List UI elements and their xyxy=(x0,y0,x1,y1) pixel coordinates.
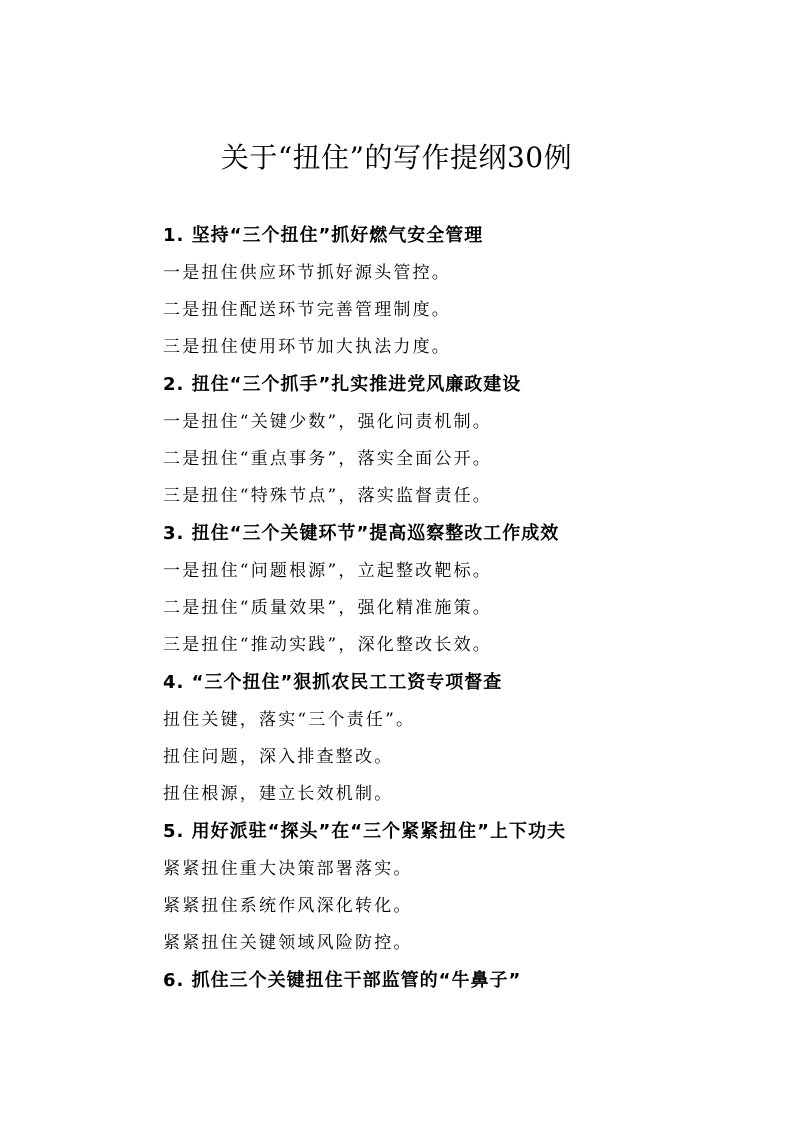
list-item: 三是扭住“推动实践”，深化整改长效。 xyxy=(163,635,492,655)
section-4 xyxy=(163,664,763,813)
document-body xyxy=(163,217,763,1000)
list-item: 三是扭住使用环节加大执法力度。 xyxy=(163,337,451,357)
section-heading: 4. “三个扭住”狠抓农民工工资专项督查 xyxy=(163,672,503,693)
list-item: 一是扭住“问题根源”，立起整改靶标。 xyxy=(163,561,492,581)
list-item: 紧紧扭住关键领域风险防控。 xyxy=(163,933,413,953)
list-item: 紧紧扭住系统作风深化转化。 xyxy=(163,896,413,916)
section-2 xyxy=(163,366,763,515)
list-item: 一是扭住“关键少数”，强化问责机制。 xyxy=(163,412,492,432)
section-heading: 5. 用好派驻“探头”在“三个紧紧扭住”上下功夫 xyxy=(163,821,566,842)
list-item: 一是扭住供应环节抓好源头管控。 xyxy=(163,263,451,283)
list-item: 二是扭住“质量效果”，强化精准施策。 xyxy=(163,598,492,618)
list-item: 三是扭住“特殊节点”，落实监督责任。 xyxy=(163,486,492,506)
section-6 xyxy=(163,962,763,1000)
section-5 xyxy=(163,813,763,962)
list-item: 扭住关键，落实“三个责任”。 xyxy=(163,710,416,730)
section-1 xyxy=(163,217,763,366)
section-heading: 1. 坚持“三个扭住”抓好燃气安全管理 xyxy=(163,225,484,246)
section-heading: 6. 抓住三个关键扭住干部监管的“牛鼻子” xyxy=(163,970,522,991)
list-item: 扭住根源，建立长效机制。 xyxy=(163,784,394,804)
document-title: 关于“扭住”的写作提纲30例 xyxy=(220,141,573,174)
list-item: 二是扭住配送环节完善管理制度。 xyxy=(163,300,451,320)
list-item: 紧紧扭住重大决策部署落实。 xyxy=(163,859,413,879)
section-3 xyxy=(163,515,763,664)
list-item: 扭住问题，深入排查整改。 xyxy=(163,747,394,767)
section-heading: 2. 扭住“三个抓手”扎实推进党风廉政建设 xyxy=(163,374,522,395)
list-item: 二是扭住“重点事务”，落实全面公开。 xyxy=(163,449,492,469)
section-heading: 3. 扭住“三个关键环节”提高巡察整改工作成效 xyxy=(163,523,560,544)
